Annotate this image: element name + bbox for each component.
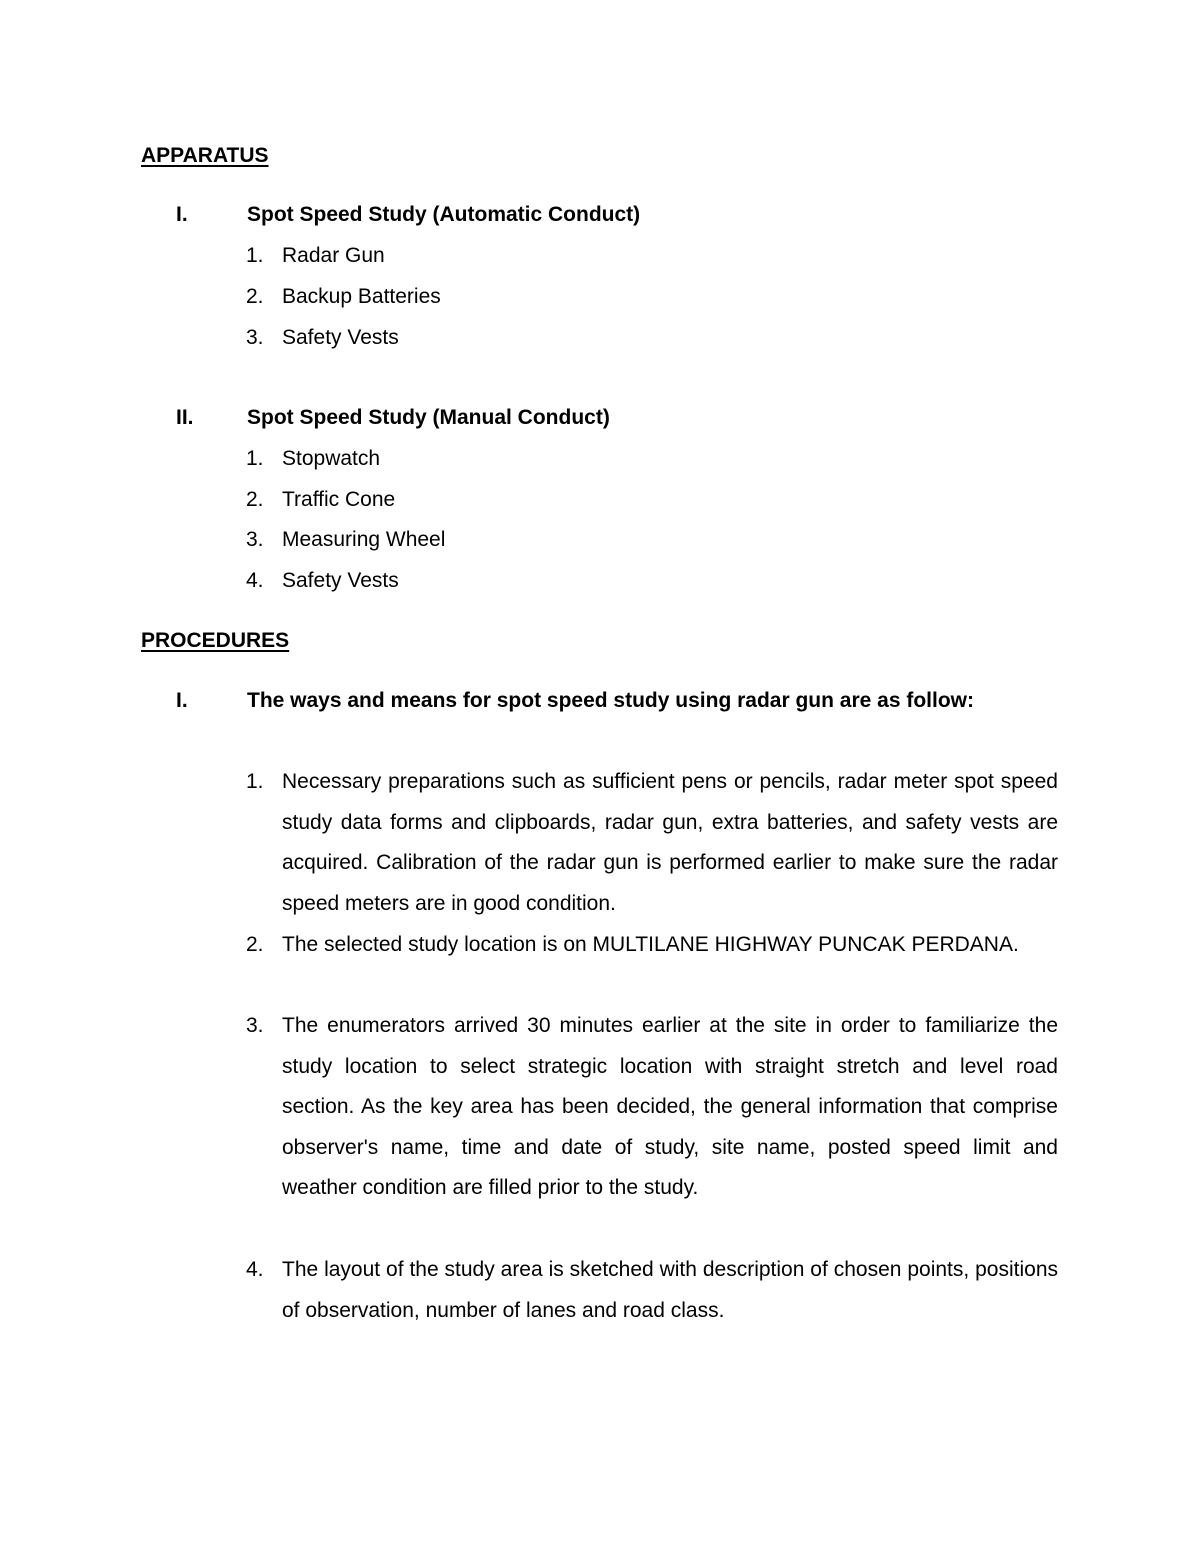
list-item-number: 4. bbox=[246, 1258, 264, 1281]
list-item bbox=[246, 925, 1058, 966]
list-item-text: Traffic Cone bbox=[282, 488, 396, 511]
list-item-text: The selected study location is on MULTILANE HIGHWAY PUNCAK PERDANA. bbox=[282, 933, 1019, 956]
list-item-number: 2. bbox=[246, 933, 264, 956]
list-item-text: The enumerators arrived 30 minutes earlier at the site in order to familiarize the study location to select strategic location with straight stretch and level road section. As the key area has been decided, the general information that comprise observer's name, time and date of study, site name, posted speed limit and weather condition are filled prior to the study. bbox=[282, 1014, 1058, 1200]
list-item-text: Safety Vests bbox=[282, 326, 399, 349]
apparatus-section-2-numeral: II. bbox=[176, 406, 194, 429]
list-item-number: 3. bbox=[246, 1014, 264, 1037]
list-item-number: 4. bbox=[246, 569, 264, 592]
list-item-text: Stopwatch bbox=[282, 447, 381, 470]
procedures-section-1-numeral: I. bbox=[176, 689, 188, 712]
list-item-number: 1. bbox=[246, 770, 264, 793]
procedures-heading: PROCEDURES bbox=[141, 629, 290, 652]
list-item-text: The layout of the study area is sketched with description of chosen points, positions of observation, number of lanes and road class. bbox=[282, 1258, 1058, 1322]
list-item-number: 3. bbox=[246, 528, 264, 551]
apparatus-section-1-title: Spot Speed Study (Automatic Conduct) bbox=[247, 203, 641, 226]
list-item-number: 1. bbox=[246, 447, 264, 470]
apparatus-heading: APPARATUS bbox=[141, 144, 269, 167]
list-item bbox=[246, 236, 1058, 277]
list-item bbox=[246, 439, 1058, 480]
procedures-section-1-title: The ways and means for spot speed study using radar gun are as follow: bbox=[247, 689, 974, 712]
list-item-number: 3. bbox=[246, 326, 264, 349]
list-item-number: 2. bbox=[246, 285, 264, 308]
list-item bbox=[246, 762, 1058, 924]
list-item-text: Necessary preparations such as sufficient pens or pencils, radar meter spot speed study data forms and clipboards, radar gun, extra batteries, and safety vests are acquired. Calibration of the radar gun is performed earlier to make sure the radar speed meters are in good condition. bbox=[282, 770, 1058, 915]
list-item-text: Backup Batteries bbox=[282, 285, 441, 308]
list-item bbox=[246, 277, 1058, 318]
list-item bbox=[246, 1006, 1058, 1209]
list-item bbox=[246, 520, 1058, 561]
list-item bbox=[246, 1250, 1058, 1331]
list-item-number: 1. bbox=[246, 244, 264, 267]
list-item-number: 2. bbox=[246, 488, 264, 511]
list-item-text: Radar Gun bbox=[282, 244, 385, 267]
list-item bbox=[246, 318, 1058, 359]
list-item bbox=[246, 480, 1058, 521]
apparatus-section-2-title: Spot Speed Study (Manual Conduct) bbox=[247, 406, 610, 429]
apparatus-section-1-numeral: I. bbox=[176, 203, 188, 226]
list-item-text: Safety Vests bbox=[282, 569, 399, 592]
list-item-text: Measuring Wheel bbox=[282, 528, 446, 551]
list-item bbox=[246, 561, 1058, 602]
